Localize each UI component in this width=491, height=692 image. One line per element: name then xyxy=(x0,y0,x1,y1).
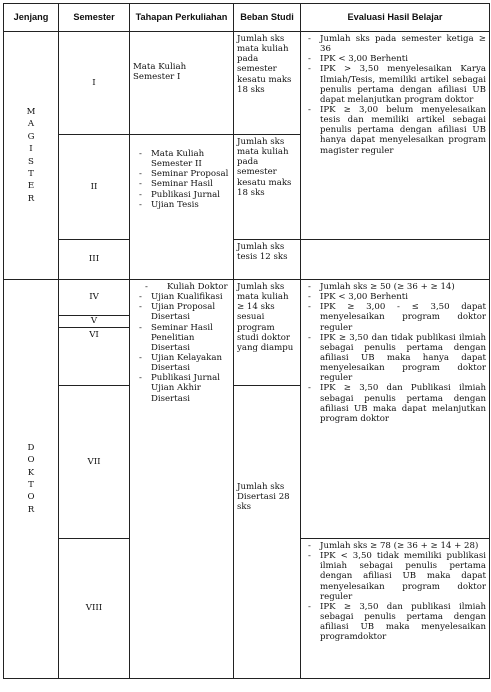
list-item: - Seminar Proposal xyxy=(133,169,230,179)
evaluasi-cell xyxy=(301,280,490,539)
jenjang-letter: S xyxy=(28,156,34,167)
list-item: - Kuliah Doktor xyxy=(133,282,230,292)
study-stages-table xyxy=(3,3,490,679)
header-evaluasi: Evaluasi Hasil Belajar xyxy=(301,4,490,32)
semester-cell: VI xyxy=(59,328,130,386)
jenjang-letter: T xyxy=(28,480,34,490)
semester-cell: I xyxy=(59,32,130,135)
header-jenjang: Jenjang xyxy=(4,4,59,32)
list-item: - Seminar Hasil Penelitian Disertasi xyxy=(133,323,230,353)
jenjang-letter: I xyxy=(29,144,33,155)
tahapan-cell xyxy=(130,135,234,280)
header-semester: Semester xyxy=(59,4,130,32)
list-item: - IPK ≥ 3,00 belum menyelesaikan tesis dan memiliki artikel sebagai penulis pertama dengan afiliasi UB hanya dapat menyelesaikan program magister reguler xyxy=(304,105,486,156)
beban-cell: Jumlah sks Disertasi 28 sks xyxy=(234,386,301,679)
tahapan-cell: Mata Kuliah Semester I xyxy=(130,32,234,135)
tahapan-cell xyxy=(130,280,234,679)
list-item: - Ujian Proposal Disertasi xyxy=(133,302,230,322)
list-item: - IPK ≥ 3,50 dan tidak publikasi ilmiah sebagai penulis pertama dengan afiliasi UB maka hanya dapat menyelesaikan program doktor reguler xyxy=(304,333,486,384)
semester-cell: VIII xyxy=(59,539,130,679)
jenjang-letter: K xyxy=(27,467,35,478)
evaluasi-cell xyxy=(301,539,490,679)
jenjang-letter: O xyxy=(27,492,35,503)
evaluasi-cell xyxy=(301,32,490,240)
beban-cell: Jumlah sks tesis 12 sks xyxy=(234,240,301,280)
header-row xyxy=(4,4,490,32)
beban-cell: Jumlah sks mata kuliah ≥ 14 sks sesuai program studi doktor yang diampu xyxy=(234,280,301,386)
semester-cell: II xyxy=(59,135,130,240)
list-item: - IPK > 3,50 menyelesaikan Karya Ilmiah/Tesis, memiliki artikel sebagai penulis pertama dengan afiliasi UB dapat melanjutkan program doktor xyxy=(304,64,486,105)
list-item: - Jumlah sks pada semester ketiga ≥ 36 xyxy=(304,34,486,54)
list-item: - Publikasi Jurnal xyxy=(133,190,230,200)
list-item: - IPK ≥ 3,00 - ≤ 3,50 dapat menyelesaikan program doktor reguler xyxy=(304,302,486,332)
list-item: - IPK < 3,00 Berhenti xyxy=(304,54,486,64)
jenjang-letter: R xyxy=(27,504,35,515)
list-item: - Ujian Tesis xyxy=(133,200,230,210)
beban-cell: Jumlah sks mata kuliah pada semester kesatu maks 18 sks xyxy=(234,32,301,135)
jenjang-doktor xyxy=(4,280,59,679)
semester-cell: IV xyxy=(59,280,130,316)
jenjang-magister xyxy=(4,32,59,280)
list-item: - Jumlah sks ≥ 78 (≥ 36 + ≥ 14 + 28) xyxy=(304,541,486,551)
evaluasi-empty-cell xyxy=(301,240,490,280)
jenjang-letter: G xyxy=(27,131,35,142)
jenjang-letter: R xyxy=(27,193,35,204)
table-row xyxy=(4,280,490,316)
jenjang-letter: M xyxy=(26,106,36,117)
beban-cell: Jumlah sks mata kuliah pada semester kesatu maks 18 sks xyxy=(234,135,301,240)
table-row xyxy=(4,240,490,280)
list-item: - IPK < 3,00 Berhenti xyxy=(304,292,486,302)
list-item: - IPK < 3,50 tidak memiliki publikasi ilmiah sebagai penulis pertama dengan afiliasi UB maka dapat menyelesaikan program doktor reguler xyxy=(304,551,486,602)
header-tahapan: Tahapan Perkuliahan xyxy=(130,4,234,32)
semester-cell: III xyxy=(59,240,130,280)
jenjang-letter: T xyxy=(28,168,34,179)
table-row xyxy=(4,32,490,135)
semester-cell: V xyxy=(59,316,130,328)
jenjang-letter: O xyxy=(27,455,35,466)
list-item: - Ujian Kelayakan Disertasi xyxy=(133,353,230,373)
list-item: - Seminar Hasil xyxy=(133,179,230,189)
list-item: - Ujian Kualifikasi xyxy=(133,292,230,302)
list-item: - IPK ≥ 3,50 dan publikasi ilmiah sebagai penulis pertama dengan afiliasi UB maka menyelesaikan programdoktor xyxy=(304,602,486,643)
semester-cell: VII xyxy=(59,386,130,539)
jenjang-letter: D xyxy=(27,442,35,453)
list-item: - Jumlah sks ≥ 50 (≥ 36 + ≥ 14) xyxy=(304,282,486,292)
header-beban: Beban Studi xyxy=(234,4,301,32)
list-item: - Publikasi Jurnal Ujian Akhir Disertasi xyxy=(133,373,230,403)
jenjang-letter: A xyxy=(27,119,35,130)
list-item: - IPK ≥ 3,50 dan Publikasi ilmiah sebagai penulis pertama dengan afiliasi UB maka dapat melanjutkan program doktor xyxy=(304,383,486,424)
list-item: - Mata Kuliah Semester II xyxy=(133,149,230,169)
jenjang-letter: E xyxy=(27,181,35,192)
